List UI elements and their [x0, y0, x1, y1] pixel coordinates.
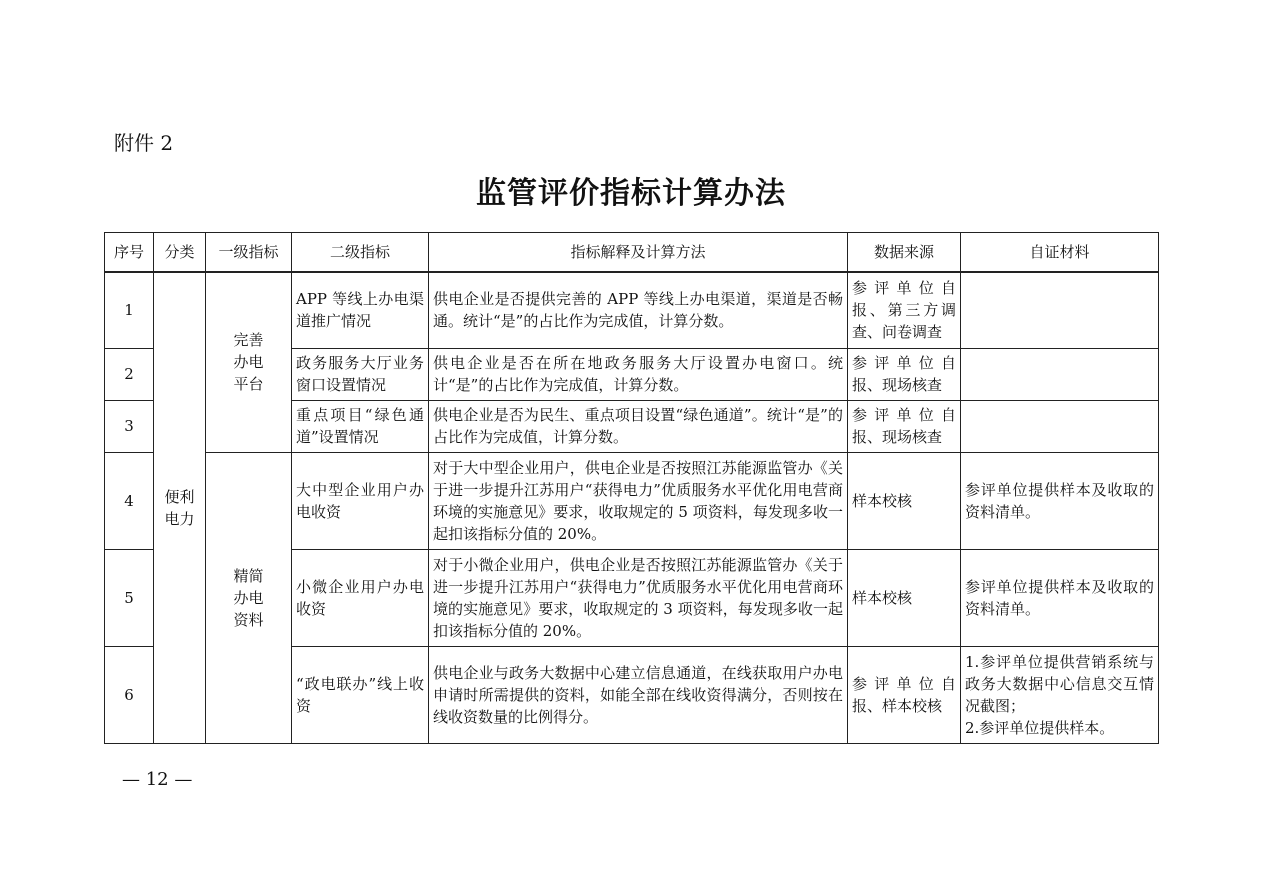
level2-cell: “政电联办”线上收资	[292, 646, 429, 743]
method-cell: 供电企业是否提供完善的 APP 等线上办电渠道，渠道是否畅通。统计“是”的占比作为完成值，计算分数。	[429, 272, 848, 348]
method-cell: 对于大中型企业用户，供电企业是否按照江苏能源监管办《关于进一步提升江苏用户“获得电力”优质服务水平优化用电营商环境的实施意见》要求，收取规定的 5 项资料，每发现多收一起扣该指标分值的 20%。	[429, 452, 848, 549]
header-cell: 序号	[105, 233, 154, 273]
table-row	[105, 452, 1159, 549]
row-number: 3	[105, 400, 154, 452]
source-cell: 参评单位自报、现场核查	[848, 348, 961, 400]
header-cell: 分类	[154, 233, 206, 273]
evidence-cell	[961, 348, 1159, 400]
source-cell: 样本校核	[848, 452, 961, 549]
indicator-table	[104, 232, 1159, 744]
evidence-cell: 参评单位提供样本及收取的资料清单。	[961, 452, 1159, 549]
source-cell: 参评单位自报、第三方调查、问卷调查	[848, 272, 961, 348]
header-cell: 数据来源	[848, 233, 961, 273]
level2-cell: 小微企业用户办电收资	[292, 549, 429, 646]
method-cell: 供电企业是否为民生、重点项目设置“绿色通道”。统计“是”的占比作为完成值，计算分数。	[429, 400, 848, 452]
category-label: 便利电力	[164, 487, 195, 528]
source-cell: 参评单位自报、现场核查	[848, 400, 961, 452]
level1-label: 完善办电平台	[233, 331, 264, 394]
header-cell: 二级指标	[292, 233, 429, 273]
table-header-row	[105, 233, 1159, 273]
row-number: 4	[105, 452, 154, 549]
row-number: 2	[105, 348, 154, 400]
level2-cell: 政务服务大厅业务窗口设置情况	[292, 348, 429, 400]
page-title: 监管评价指标计算办法	[476, 176, 786, 211]
method-cell: 供电企业与政务大数据中心建立信息通道，在线获取用户办电申请时所需提供的资料，如能全部在线收资得满分，否则按在线收资数量的比例得分。	[429, 646, 848, 743]
level2-cell: APP 等线上办电渠道推广情况	[292, 272, 429, 348]
attachment-label: 附件 2	[114, 131, 174, 155]
header-cell: 指标解释及计算方法	[429, 233, 848, 273]
category-cell	[154, 272, 206, 743]
level1-label: 精简办电资料	[233, 566, 264, 629]
evidence-cell	[961, 272, 1159, 348]
level2-cell: 重点项目“绿色通道”设置情况	[292, 400, 429, 452]
page-number: — 12 —	[122, 769, 193, 790]
table-row	[105, 272, 1159, 348]
row-number: 5	[105, 549, 154, 646]
method-cell: 供电企业是否在所在地政务服务大厅设置办电窗口。统计“是”的占比作为完成值，计算分数。	[429, 348, 848, 400]
level2-cell: 大中型企业用户办电收资	[292, 452, 429, 549]
row-number: 6	[105, 646, 154, 743]
level1-cell-group2	[206, 452, 292, 743]
evidence-cell: 1.参评单位提供营销系统与政务大数据中心信息交互情况截图； 2.参评单位提供样本。	[961, 646, 1159, 743]
header-cell: 一级指标	[206, 233, 292, 273]
source-cell: 参评单位自报、样本校核	[848, 646, 961, 743]
evidence-cell: 参评单位提供样本及收取的资料清单。	[961, 549, 1159, 646]
evidence-cell	[961, 400, 1159, 452]
method-cell: 对于小微企业用户，供电企业是否按照江苏能源监管办《关于进一步提升江苏用户“获得电力”优质服务水平优化用电营商环境的实施意见》要求，收取规定的 3 项资料，每发现多收一起扣该指标分值的 20%。	[429, 549, 848, 646]
source-cell: 样本校核	[848, 549, 961, 646]
header-cell: 自证材料	[961, 233, 1159, 273]
level1-cell-group1	[206, 272, 292, 452]
row-number: 1	[105, 272, 154, 348]
